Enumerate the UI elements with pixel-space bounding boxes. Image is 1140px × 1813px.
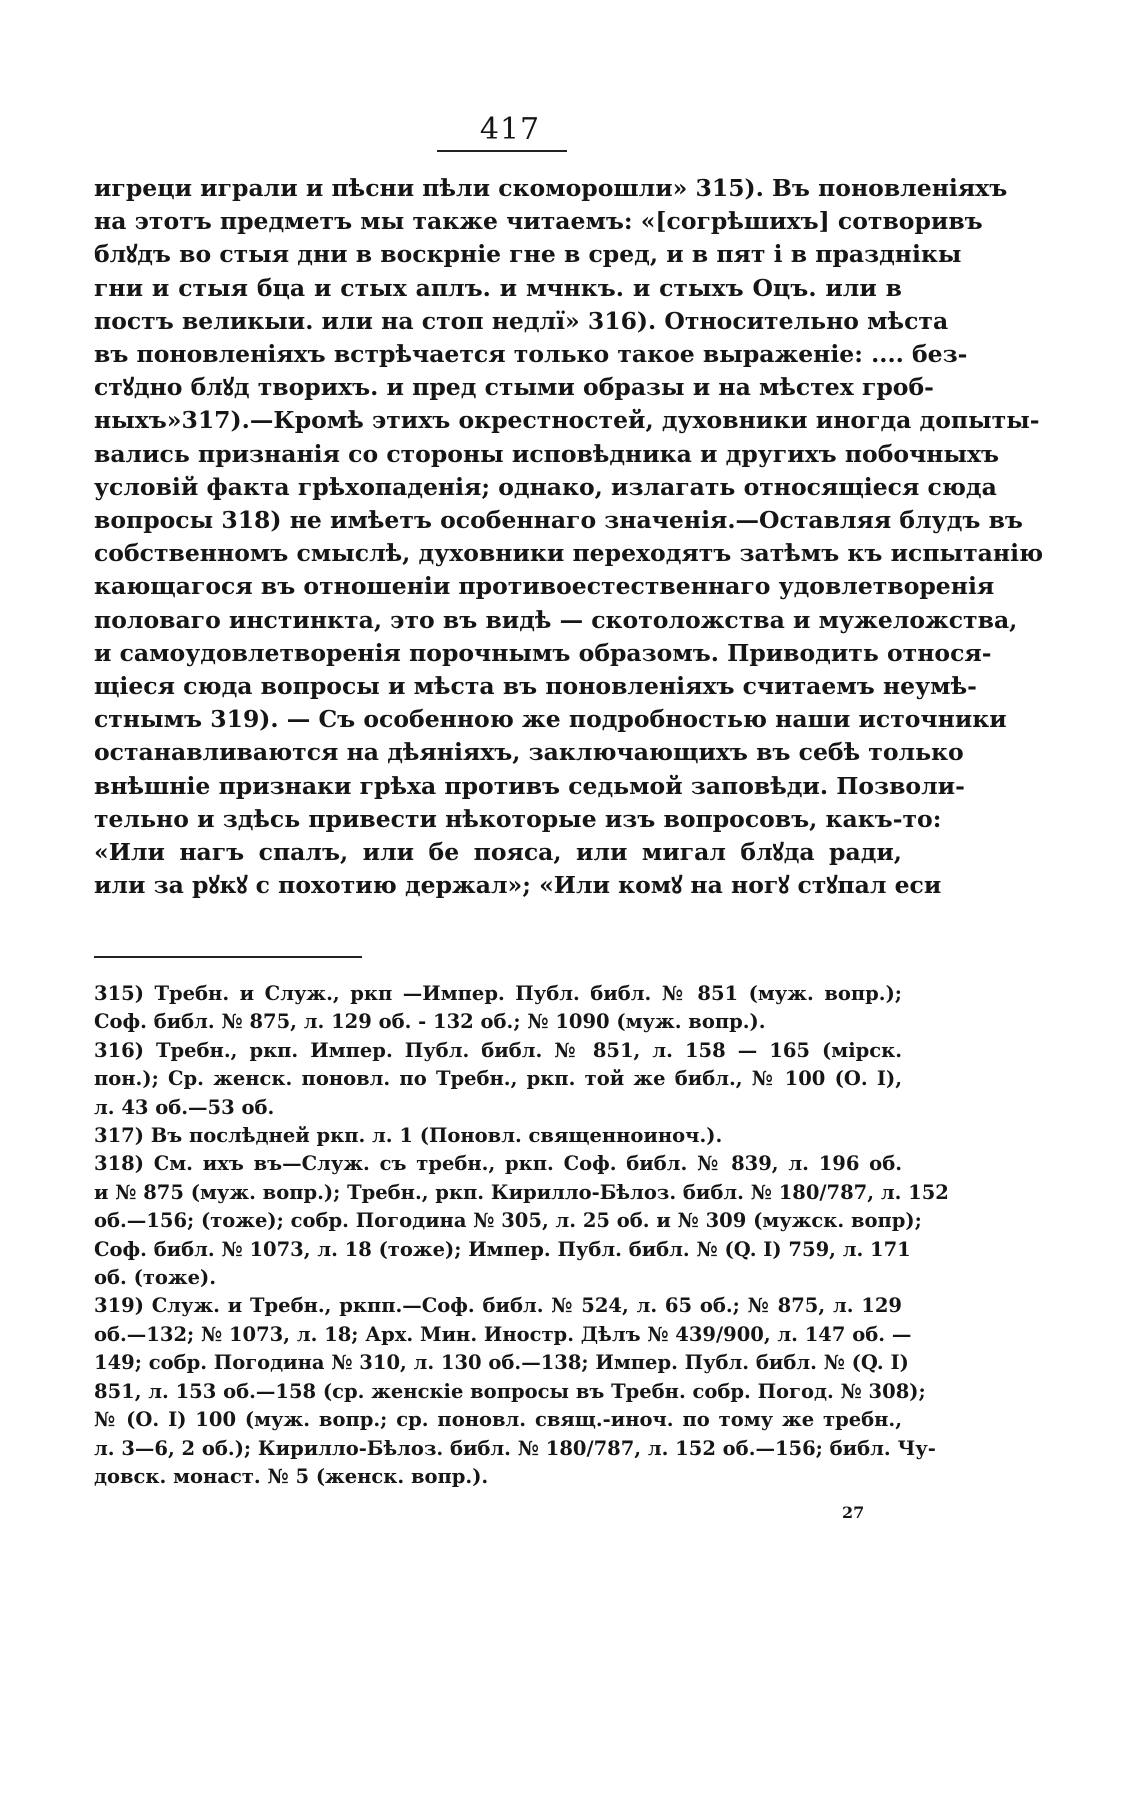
text-line: условiй факта грѣхопаденiя; однако, излагать относящiеся сюда (94, 472, 997, 501)
footnote-line: об.—156; (тоже); собр. Погодина № 305, л. 25 об. и № 309 (мужск. вопр); (94, 1209, 922, 1233)
main-text (94, 172, 1044, 902)
footnote-line: довск. монаст. № 5 (женск. вопр.). (94, 1464, 489, 1488)
signature-mark: 27 (842, 1503, 865, 1522)
text-line: кающагося въ отношенiи противоестественнаго удовлетворенiя (94, 572, 995, 601)
text-line: или за рꙋкꙋ с похотию держал»; «Или комꙋ на ногꙋ стꙋпал еси (94, 871, 942, 900)
page-number-rule (437, 150, 567, 152)
footnote-line: об.—132; № 1073, л. 18; Арх. Мин. Иностр. Дѣлъ № 439/900, л. 147 об. — (94, 1322, 912, 1346)
text-line: вались признанiя со стороны исповѣдника и другихъ побочныхъ (94, 439, 1000, 468)
text-line: внѣшнiе признаки грѣха противъ седьмой заповѣди. Позволи- (94, 771, 965, 800)
text-line: и самоудовлетворенiя порочнымъ образомъ. Приводить относя- (94, 638, 992, 667)
text-line: щiеся сюда вопросы и мѣста въ поновленiяхъ считаемъ неумѣ- (94, 672, 977, 701)
footnote-line: 319) Служ. и Требн., ркпп.—Соф. библ. № 524, л. 65 об.; № 875, л. 129 (94, 1294, 902, 1318)
footnote-separator (94, 956, 362, 958)
footnote-line: и № 875 (муж. вопр.); Требн., ркп. Кирилло-Бѣлоз. библ. № 180/787, л. 152 (94, 1180, 949, 1204)
text-line: собственномъ смыслѣ, духовники переходятъ затѣмъ къ испытанiю (94, 539, 1044, 568)
text-line: половаго инстинкта, это въ видѣ — скотоложства и мужеложства, (94, 605, 1018, 634)
text-line: на этотъ предметъ мы также читаемъ: «[согрѣшихъ] сотворивъ (94, 207, 983, 236)
text-line: останавливаются на дѣянiяхъ, заключающихъ въ себѣ только (94, 738, 964, 767)
footnote-line: пон.); Ср. женск. поновл. по Требн., ркп. той же библ., № 100 (О. I), (94, 1067, 902, 1091)
text-line: ныхъ»317).—Кромѣ этихъ окрестностей, духовники иногда допыты- (94, 406, 1040, 435)
footnote-line: № (О. I) 100 (муж. вопр.; ср. поновл. свящ.-иноч. по тому же требн., (94, 1408, 902, 1432)
footnote-line: л. 3—6, 2 об.); Кирилло-Бѣлоз. библ. № 180/787, л. 152 об.—156; библ. Чу- (94, 1436, 936, 1460)
footnote-line: 317) Въ послѣдней ркп. л. 1 (Поновл. священноиноч.). (94, 1124, 723, 1148)
text-line: «Или нагъ спалъ, или бе пояса, или мигал блꙋда ради, (94, 838, 902, 867)
text-line: стꙋдно блꙋд творихъ. и пред стыми образы и на мѣстех гроб- (94, 373, 934, 402)
footnote-line: 316) Требн., ркп. Импер. Публ. библ. № 851, л. 158 — 165 (мiрск. (94, 1038, 902, 1062)
text-line: тельно и здѣсь привести нѣкоторые изъ вопросовъ, какъ-то: (94, 804, 942, 833)
footnotes (94, 980, 949, 1491)
footnote-line: 851, л. 153 об.—158 (ср. женскiе вопросы въ Требн. собр. Погод. № 308); (94, 1379, 926, 1403)
text-line: игреци играли и пѣсни пѣли скоморошли» 315). Въ поновленiяхъ (94, 174, 1008, 202)
text-line: въ поновленiяхъ встрѣчается только такое выраженiе: .... без- (94, 340, 968, 369)
footnote-line: Соф. библ. № 875, л. 129 об. - 132 об.; № 1090 (муж. вопр.). (94, 1010, 766, 1034)
footnote-line: Соф. библ. № 1073, л. 18 (тоже); Импер. Публ. библ. № (Q. I) 759, л. 171 (94, 1237, 911, 1261)
footnote-line: 315) Требн. и Служ., ркп —Импер. Публ. библ. № 851 (муж. вопр.); (94, 982, 902, 1005)
text-line: гни и стыя бца и стых аплъ. и мчнкъ. и стыхъ Оцъ. или в (94, 273, 902, 302)
text-line: постъ великыи. или на стоп недлї» 316). Относительно мѣста (94, 306, 949, 335)
page-number: 417 (479, 112, 541, 147)
footnote-line: 318) См. ихъ въ—Служ. съ требн., ркп. Соф. библ. № 839, л. 196 об. (94, 1152, 902, 1176)
text-line: вопросы 318) не имѣетъ особеннаго значенiя.—Оставляя блудъ въ (94, 506, 1023, 535)
footnote-line: об. (тоже). (94, 1266, 217, 1290)
text-line: стнымъ 319). — Съ особенною же подробностью наши источники (94, 705, 1007, 734)
text-line: блꙋдъ во стыя дни в воскрнiе гне в сред, и в пят i в празднiкы (94, 240, 962, 269)
footnote-line: л. 43 об.—53 об. (94, 1095, 275, 1119)
footnote-line: 149; собр. Погодина № 310, л. 130 об.—138; Импер. Публ. библ. № (Q. I) (94, 1351, 909, 1375)
